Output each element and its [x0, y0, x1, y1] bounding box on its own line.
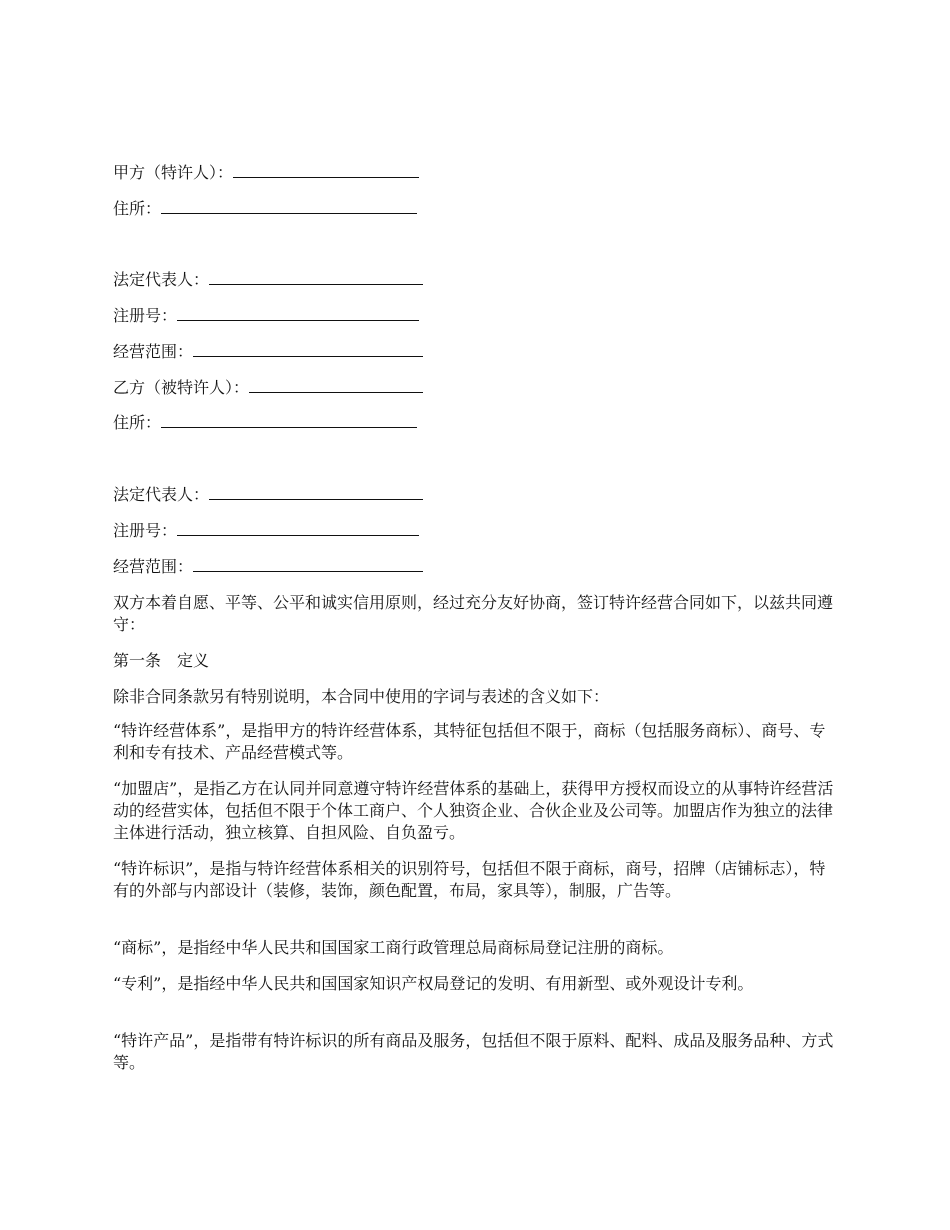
- definition-patent: “专利”，是指经中华人民共和国国家知识产权局登记的发明、有用新型、或外观设计专利。: [113, 974, 754, 993]
- party-b-legal-rep-blank: [209, 484, 423, 500]
- party-a-legal-rep-label: 法定代表人：: [113, 270, 210, 289]
- party-b-legal-rep-field: [113, 484, 423, 506]
- party-b-legal-rep-label: 法定代表人：: [113, 485, 210, 504]
- party-b-field: [113, 377, 423, 399]
- party-a-scope-blank: [193, 341, 423, 357]
- definition-trademark: “商标”，是指经中华人民共和国国家工商行政管理总局商标局登记注册的商标。: [113, 938, 674, 957]
- party-b-scope-field: [113, 556, 423, 578]
- article-1-heading: 第一条 定义: [113, 651, 210, 670]
- party-b-reg-no-blank: [177, 520, 419, 536]
- party-a-reg-no-blank: [177, 305, 419, 321]
- party-a-reg-no-label: 注册号：: [113, 306, 178, 325]
- party-a-label: 甲方（特许人）：: [113, 163, 234, 182]
- party-a-blank: [233, 162, 419, 178]
- party-b-scope-blank: [193, 556, 423, 572]
- party-b-blank: [249, 377, 423, 393]
- party-a-address-field: [113, 198, 417, 220]
- definition-franchise-system: “特许经营体系”，是指甲方的特许经营体系，其特征包括但不限于，商标（包括服务商标）、商号、专利和专有技术、产品经营模式等。: [113, 721, 826, 762]
- article-1-intro: 除非合同条款另有特别说明，本合同中使用的字词与表述的含义如下：: [113, 687, 610, 706]
- party-a-legal-rep-field: [113, 269, 423, 291]
- party-a-scope-label: 经营范围：: [113, 342, 194, 361]
- party-b-label: 乙方（被特许人）：: [113, 378, 250, 397]
- definition-franchise-products: “特许产品”，是指带有特许标识的所有商品及服务，包括但不限于原料、配料、成品及服务品种、方式等。: [113, 1031, 834, 1072]
- party-b-reg-no-field: [113, 520, 419, 542]
- party-a-reg-no-field: [113, 305, 419, 327]
- party-b-address-label: 住所：: [113, 413, 162, 432]
- party-a-address-blank: [161, 198, 417, 214]
- party-b-scope-label: 经营范围：: [113, 557, 194, 576]
- party-b-address-blank: [161, 412, 417, 428]
- party-a-field: [113, 162, 419, 184]
- party-b-address-field: [113, 412, 417, 434]
- party-a-scope-field: [113, 341, 423, 363]
- definition-franchise-marks: “特许标识”，是指与特许经营体系相关的识别符号，包括但不限于商标，商号，招牌（店铺标志），特有的外部与内部设计（装修，装饰，颜色配置，布局，家具等），制服，广告等。: [113, 859, 826, 900]
- party-a-legal-rep-blank: [209, 269, 423, 285]
- party-a-address-label: 住所：: [113, 199, 162, 218]
- definition-franchise-store: “加盟店”，是指乙方在认同并同意遵守特许经营体系的基础上，获得甲方授权而设立的从事特许经营活动的经营实体，包括但不限于个体工商户、个人独资企业、合伙企业及公司等。加盟店作为独立的法律主体进行活动，独立核算、自担风险、自负盈亏。: [113, 779, 834, 842]
- preamble: 双方本着自愿、平等、公平和诚实信用原则，经过充分友好协商，签订特许经营合同如下，以兹共同遵守：: [113, 593, 834, 634]
- party-b-reg-no-label: 注册号：: [113, 521, 178, 540]
